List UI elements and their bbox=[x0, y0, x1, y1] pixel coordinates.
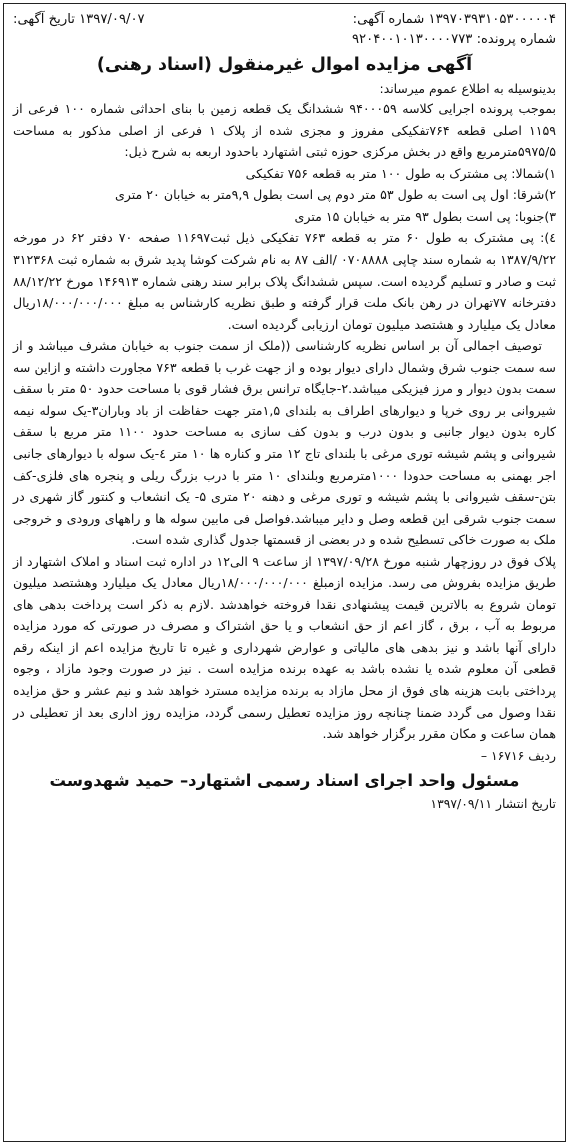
boundary-north: ۱)شمالا: پی مشترک به طول ۱۰۰ متر به قطعه ۷۵۶ تفکیکی bbox=[245, 165, 556, 181]
ad-date-value: ۱۳۹۷/۰۹/۰۷ bbox=[79, 12, 145, 27]
reference-number: ردیف ۱۶۷۱۶ – bbox=[480, 747, 556, 763]
boundary-east: ۲)شرقا: اول پی است به طول ۵۳ متر دوم پی است بطول ۹,۹متر به خیابان ۲۰ متری bbox=[114, 187, 556, 203]
paragraph-auction: پلاک فوق در روزچهار شنبه مورخ ۱۳۹۷/۰۹/۲۸ از ساعت ۹ الی۱۲ در اداره ثبت اسناد و املاک اشتهارد از طریق مزایده بفروش می رسد. مزایده ازمبلغ ۱۸/۰۰۰/۰۰۰/۰۰۰ریال معادل یک میلیارد وهشتصد میلیون تومان شروع به بالاترین قیمت پیشنهادی نقدا فروخته خواهدشد .لازم به ذکر است پرداخت بدهی های مربوط به آب ، برق ، گاز اعم از حق انشعاب و یا حق اشتراک و مصرف در صورتی که مورد مزایده دارای آنها باشد و نیز بدهی های مالیاتی و عوارض شهرداری و غیره تا تاریخ مزایده اعم از اینکه رقم قطعی آن معلوم شده یا نشده باشد به عهده برنده مزایده است . نیز در صورت وجود مازاد ، وجوه پرداختی بابت هزینه های فوق از محل مازاد به برنده مزایده مسترد خواهد شد و نیم عشر و حق مزایده نقدا وصول می گردد ضمنا چنانچه روز مزایده تعطیل رسمی گردد، مزایده روز اداری بعد از تعطیلی در همان ساعت و مکان مقرر برگزار خواهد شد. bbox=[13, 553, 557, 742]
boundary-south: ۳)جنوبا: پی است بطول ۹۳ متر به خیابان ۱۵ متری bbox=[294, 208, 556, 224]
ad-number-label: شماره آگهی: bbox=[352, 12, 425, 27]
file-number-value: ۹۲۰۴۰۰۱۰۱۳۰۰۰۰۷۷۳ bbox=[351, 32, 473, 47]
publish-date: تاریخ انتشار ۱۳۹۷/۰۹/۱۱ bbox=[430, 795, 556, 811]
notice-title: آگهی مزایده اموال غیرمنقول (اسناد رهنی) bbox=[96, 55, 473, 75]
intro-line: بدینوسیله به اطلاع عموم میرساند: bbox=[379, 81, 556, 96]
paragraph-deed: ٤): پی مشترک به طول ۶۰ متر به قطعه ۷۶۳ تفکیکی ذیل ثبت۱۱۶۹۷ صفحه ۷۰ دفتر ۶۲ در مورخه ۱۳۸۷/۹/۲۲ به شماره سند چاپی ۰۷۰۸۸۸۸ /الف ۸۷ به نام شرکت کوشا پدید شرق به شماره ثبت ۳۱۲۳۶۸ ثبت و صادر و تسلیم گردیده است. سپس ششدانگ پلاک برابر سند رهنی شماره ۱۴۶۹۱۳ مورخ ۸۸/۱۲/۲۲ دفترخانه ۷۷تهران در رهن بانک ملت قرار گرفته و طبق نظریه کارشناس به مبلغ ۱۸/۰۰۰/۰۰۰/۰۰۰ریال معادل یک میلیارد و هشتصد میلیون تومان ارزیابی گردیده است. bbox=[13, 230, 556, 332]
ad-number bbox=[353, 10, 556, 30]
ad-date-label: تاریخ آگهی: bbox=[13, 12, 75, 27]
paragraph-property: بموجب پرونده اجرایی کلاسه ۹۴۰۰۰۵۹ ششدانگ یک قطعه زمین با بنای احداثی شماره ۱۰۰ فرعی از ۱۱۵۹ اصلی قطعه ۷۶۴تفکیکی مفروز و مجزی شده از پلاک ۱ فرعی از اصلی مذکور به مساحت ۵۹۷۵/۵مترمربع واقع در بخش مرکزی حوزه ثبتی اشتهارد باحدود اربعه به شرح ذیل: bbox=[13, 101, 557, 160]
file-number-label: شماره پرونده: bbox=[476, 32, 556, 47]
paragraph-description: توصیف اجمالی آن بر اساس نظریه کارشناسی ((ملک از سمت جنوب به خیابان مشرف میباشد و از سه سمت جنوب شرق وشمال دارای دیوار بوده و از جهت غرب با قطعه ۷۶۳ مجاورت داشته و ازاین سه سمت بدون دیوار و مرز فیزیکی میباشد.۲-جایگاه ترانس برق فشار قوی با مساحت حدود ۵۰ متر با سقف شیروانی بر روی خرپا و دیوارهای اطراف به بلندای ۱,۵متر جهت حفاظت از باد وباران۳-یک سوله نیمه کاره بدون دیوار جانبی و بدون درب و بدون کف سازی به مساحت حدود ۱۱۰۰ متر مربع با سقف شیروانی و پشم شیشه توری مرغی با بلندای تاج ۱۲ متر و کناره ها ۱۰ متر ٤-یک سوله با دیوارهای جانبی اجر بهمنی به مساحت حدودا ۱۰۰۰مترمربع وبلندای ۱۰ متر با درب بزرگ ریلی و پنجره های فلزی-کف بتن-سقف شیروانی با پشم شیشه و توری مرغی و دهنه ۲۰ متری ۵- یک انشعاب و کنتور گاز شهری در سمت جنوب شرقی این قطعه وصل و دایر میباشد.فواصل فی مابین سوله ها و راههای ورودی و خروجی ملک به صورت خاکی تسطیح شده و در بعضی از قسمتها جدول گذاری شده است. bbox=[13, 338, 557, 548]
ad-header-row bbox=[13, 10, 556, 30]
legal-notice bbox=[3, 3, 566, 1142]
file-number bbox=[13, 30, 556, 50]
ad-date bbox=[13, 10, 145, 30]
ad-number-value: ۱۳۹۷۰۳۹۳۱۰۵۳۰۰۰۰۰۴ bbox=[428, 12, 556, 27]
signature: مسئول واحد اجرای اسناد رسمی اشتهارد– حمید شهدوست bbox=[49, 770, 520, 790]
